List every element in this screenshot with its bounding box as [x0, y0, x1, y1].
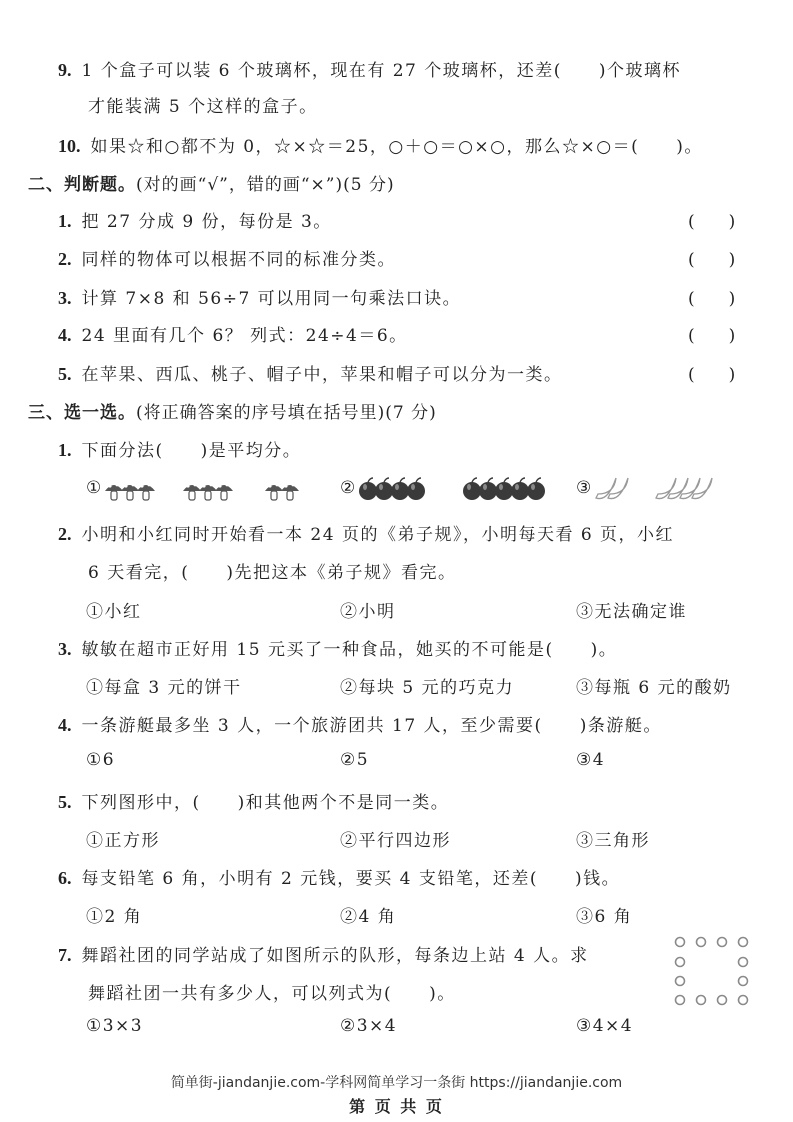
option-a: ①每盒 3 元的饼干	[86, 678, 242, 698]
choose-question-5	[58, 788, 449, 813]
judge-item-5	[58, 360, 563, 385]
dance-formation-dots-picture	[672, 934, 752, 1006]
answer-paren[interactable]: ( )	[688, 212, 736, 232]
judge-item-4	[58, 321, 408, 346]
option-b: ②4 角	[340, 907, 397, 927]
section-2-heading	[28, 170, 395, 195]
question-number: 6.	[58, 868, 72, 888]
section-3-heading	[28, 398, 437, 423]
question-text: 24 里面有几个 6？ 列式：24÷4＝6。	[81, 326, 408, 346]
question-text: 在苹果、西瓜、桃子、帽子中，苹果和帽子可以分为一类。	[81, 365, 563, 385]
option-c: ③4	[576, 750, 606, 770]
question-number: 2.	[58, 524, 72, 544]
option-b: ②小明	[340, 602, 396, 622]
option-c: ③三角形	[576, 831, 650, 851]
question-text: 小明和小红同时开始看一本 24 页的《弟子规》，小明每天看 6 页，小红	[81, 525, 675, 545]
question-number: 4.	[58, 715, 72, 735]
judge-item-2	[58, 245, 396, 270]
judge-item-1	[58, 207, 332, 232]
question-9	[58, 56, 681, 81]
option-a: ①6	[86, 750, 116, 770]
answer-paren[interactable]: ( )	[688, 250, 736, 270]
question-text: 6 天看完，( )先把这本《弟子规》看完。	[88, 563, 457, 583]
question-number: 4.	[58, 325, 72, 345]
question-text: 同样的物体可以根据不同的标准分类。	[81, 250, 396, 270]
option-a: ①2 角	[86, 907, 143, 927]
option-c: ③无法确定谁	[576, 602, 687, 622]
option-2-label: ②	[340, 478, 357, 498]
judge-item-3	[58, 284, 461, 309]
option-b: ②3×4	[340, 1016, 398, 1036]
choose-question-7-continued	[88, 979, 456, 1004]
question-text: 下面分法( )是平均分。	[81, 441, 302, 461]
question-number: 5.	[58, 792, 72, 812]
apple-groups-picture	[358, 474, 558, 504]
option-a: ①小红	[86, 602, 142, 622]
question-number: 9.	[58, 60, 72, 80]
option-b: ②平行四边形	[340, 831, 451, 851]
banana-groups-picture	[594, 474, 724, 504]
option-3-label: ③	[576, 478, 593, 498]
choose-question-2-continued	[88, 558, 456, 583]
mushroom-groups-picture	[104, 474, 314, 504]
choose-question-2	[58, 520, 674, 545]
question-9-continued	[88, 92, 318, 117]
section-title: 二、判断题。	[28, 175, 136, 195]
question-number: 3.	[58, 288, 72, 308]
choose-question-3	[58, 635, 617, 660]
question-text: 一条游艇最多坐 3 人，一个旅游团共 17 人，至少需要( )条游艇。	[81, 716, 662, 736]
question-text: 如果☆和○都不为 0，☆×☆＝25，○＋○＝○×○，那么☆×○＝( )。	[90, 137, 703, 157]
option-1-label: ①	[86, 478, 103, 498]
choose-question-6	[58, 864, 620, 889]
question-number: 10.	[58, 136, 81, 156]
question-10	[58, 132, 703, 157]
option-c: ③每瓶 6 元的酸奶	[576, 678, 732, 698]
section-note: (对的画“√”，错的画“×”)(5 分)	[136, 175, 395, 195]
option-a: ①正方形	[86, 831, 160, 851]
question-text: 每支铅笔 6 角，小明有 2 元钱，要买 4 支铅笔，还差( )钱。	[81, 869, 621, 889]
choose-question-4	[58, 711, 662, 736]
choose-question-7	[58, 941, 589, 966]
question-number: 1.	[58, 440, 72, 460]
question-text: 把 27 分成 9 份，每份是 3。	[81, 212, 332, 232]
footer-page: 第 页 共 页	[349, 1097, 444, 1116]
option-c: ③4×4	[576, 1016, 634, 1036]
question-number: 3.	[58, 639, 72, 659]
question-number: 7.	[58, 945, 72, 965]
question-text: 舞蹈社团一共有多少人，可以列式为( )。	[88, 984, 456, 1004]
option-c: ③6 角	[576, 907, 633, 927]
question-number: 2.	[58, 249, 72, 269]
section-note: (将正确答案的序号填在括号里)(7 分)	[136, 403, 437, 423]
option-b: ②每块 5 元的巧克力	[340, 678, 515, 698]
question-number: 5.	[58, 364, 72, 384]
option-a: ①3×3	[86, 1016, 144, 1036]
answer-paren[interactable]: ( )	[688, 289, 736, 309]
answer-paren[interactable]: ( )	[688, 365, 736, 385]
question-text: 舞蹈社团的同学站成了如图所示的队形，每条边上站 4 人。求	[81, 946, 589, 966]
answer-paren[interactable]: ( )	[688, 326, 736, 346]
choose-question-1	[58, 436, 301, 461]
question-text: 下列图形中，( )和其他两个不是同一类。	[81, 793, 450, 813]
question-text: 计算 7×8 和 56÷7 可以用同一句乘法口诀。	[81, 289, 462, 309]
question-number: 1.	[58, 211, 72, 231]
question-text: 才能装满 5 个这样的盒子。	[88, 97, 318, 117]
question-text: 敏敏在超市正好用 15 元买了一种食品，她买的不可能是( )。	[81, 640, 618, 660]
section-title: 三、选一选。	[28, 403, 136, 423]
question-text: 1 个盒子可以装 6 个玻璃杯，现在有 27 个玻璃杯，还差( )个玻璃杯	[81, 61, 682, 81]
footer-site: 简单街-jiandanjie.com-学科网简单学习一条街 https://jiandanjie.com	[170, 1075, 623, 1091]
option-b: ②5	[340, 750, 370, 770]
